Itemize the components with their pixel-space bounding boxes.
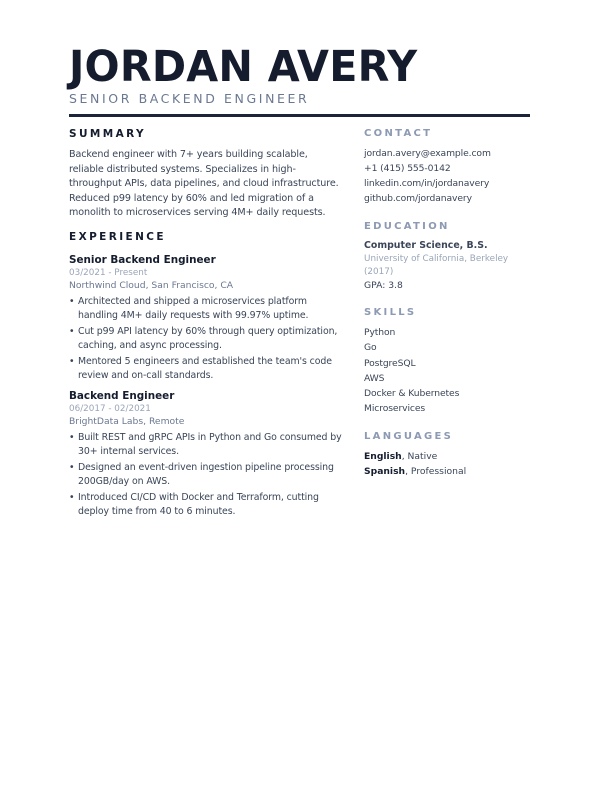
languages-heading: LANGUAGES bbox=[364, 430, 454, 442]
job-bullet-text: Built REST and gRPC APIs in Python and Go consumed by 30+ internal services. bbox=[78, 431, 342, 458]
job-bullets bbox=[69, 295, 343, 384]
experience-heading: EXPERIENCE bbox=[69, 230, 166, 243]
language-level: , Professional bbox=[405, 466, 467, 478]
job-bullet bbox=[69, 431, 343, 460]
skills-list bbox=[364, 325, 530, 416]
job-title: SENIOR BACKEND ENGINEER bbox=[69, 91, 310, 106]
language-item bbox=[364, 449, 530, 465]
job-bullet bbox=[69, 461, 343, 490]
skill-item: Docker & Kubernetes bbox=[364, 387, 460, 399]
education-gpa: GPA: 3.8 bbox=[364, 280, 403, 292]
bullet-icon: • bbox=[69, 491, 75, 503]
contact-email: jordan.avery@example.com bbox=[364, 148, 491, 159]
side-column bbox=[364, 127, 530, 521]
job-entry bbox=[69, 253, 343, 384]
skill-item: PostgreSQL bbox=[364, 357, 416, 369]
resume-body bbox=[69, 127, 530, 521]
job-role: Backend Engineer bbox=[69, 389, 175, 402]
language-name: Spanish bbox=[364, 466, 406, 478]
bullet-icon: • bbox=[69, 356, 75, 368]
education-heading: EDUCATION bbox=[364, 221, 450, 233]
job-role: Senior Backend Engineer bbox=[69, 253, 216, 266]
job-bullet bbox=[69, 295, 343, 324]
bullet-icon: • bbox=[69, 431, 75, 443]
main-column bbox=[69, 127, 343, 521]
bullet-icon: • bbox=[69, 461, 75, 473]
candidate-name: JORDAN AVERY bbox=[69, 42, 418, 92]
job-bullet bbox=[69, 491, 343, 520]
skills-heading: SKILLS bbox=[364, 307, 417, 319]
job-company: Northwind Cloud, San Francisco, CA bbox=[69, 279, 234, 291]
job-bullet-text: Designed an event-driven ingestion pipeline processing 200GB/day on AWS. bbox=[78, 461, 334, 488]
job-bullet-text: Introduced CI/CD with Docker and Terraform, cutting deploy time from 40 to 6 minutes. bbox=[78, 491, 319, 518]
contact-linkedin: linkedin.com/in/jordanavery bbox=[364, 178, 490, 190]
bullet-icon: • bbox=[69, 295, 75, 307]
contact-section bbox=[364, 127, 530, 206]
job-bullet-text: Architected and shipped a microservices platform handling 4M+ daily requests with 99.97% uptime. bbox=[78, 295, 309, 322]
job-bullet-text: Cut p99 API latency by 60% through query optimization, caching, and async processing. bbox=[78, 326, 338, 352]
job-entry bbox=[69, 389, 343, 520]
summary-text: Backend engineer with 7+ years building scalable, reliable distributed systems. Specializes in high-throughput APIs, data pipelines, and cloud infrastructure. Reduced p99 latency by 60% and led migration of a monolith to microservices serving 4M+ daily requests. bbox=[69, 149, 339, 219]
job-bullet bbox=[69, 325, 343, 354]
languages-section bbox=[364, 430, 530, 480]
skills-section bbox=[364, 306, 530, 416]
job-dates: 03/2021 - Present bbox=[69, 267, 148, 278]
skill-item: AWS bbox=[364, 372, 385, 384]
summary-heading: SUMMARY bbox=[69, 128, 147, 140]
contact-heading: CONTACT bbox=[364, 128, 433, 139]
contact-list bbox=[364, 146, 530, 206]
experience-section bbox=[69, 230, 343, 520]
contact-github: github.com/jordanavery bbox=[364, 193, 472, 205]
skill-item: Go bbox=[364, 342, 377, 354]
education-school: University of California, Berkeley (2017) bbox=[364, 254, 509, 278]
contact-phone: +1 (415) 555-0142 bbox=[364, 163, 451, 175]
education-degree: Computer Science, B.S. bbox=[364, 240, 488, 252]
summary-section bbox=[69, 127, 343, 221]
language-item bbox=[364, 464, 530, 480]
skill-item: Python bbox=[364, 327, 396, 339]
job-bullet-text: Mentored 5 engineers and established the team's code review and on-call standards. bbox=[78, 356, 332, 382]
language-name: English bbox=[364, 450, 402, 462]
bullet-icon: • bbox=[69, 326, 75, 338]
skill-item: Microservices bbox=[364, 402, 426, 414]
job-bullets bbox=[69, 431, 343, 520]
languages-list bbox=[364, 449, 530, 480]
language-level: , Native bbox=[401, 450, 438, 462]
job-bullet bbox=[69, 355, 343, 384]
header-divider bbox=[69, 114, 530, 117]
job-company: BrightData Labs, Remote bbox=[69, 415, 185, 427]
job-dates: 06/2017 - 02/2021 bbox=[69, 403, 151, 414]
education-section bbox=[364, 220, 530, 292]
